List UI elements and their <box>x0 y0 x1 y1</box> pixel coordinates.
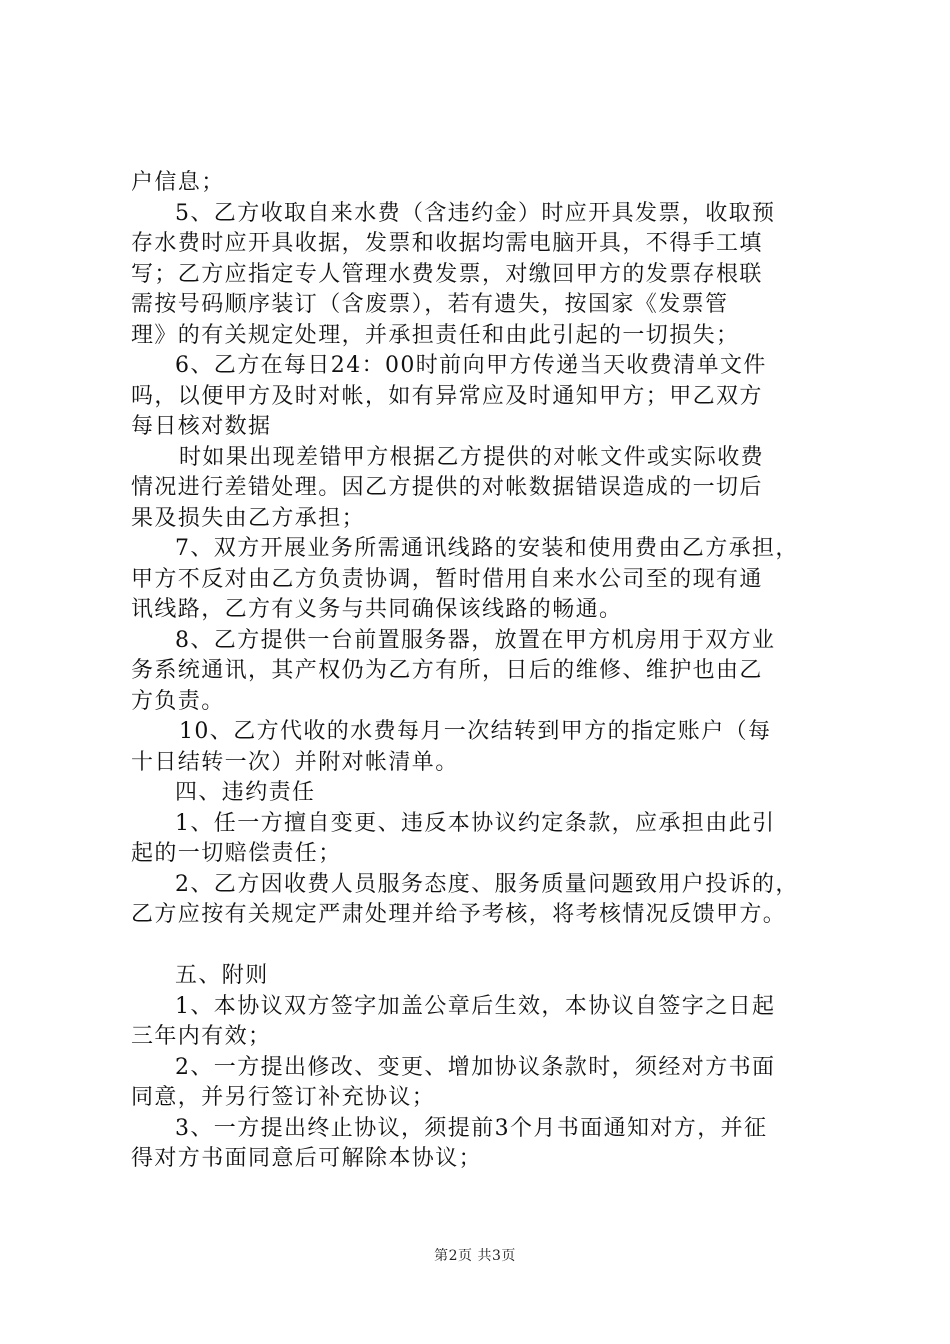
paragraph-line: 吗，以便甲方及时对帐，如有异常应及时通知甲方；甲乙双方 <box>131 383 763 409</box>
paragraph-line: 果及损失由乙方承担； <box>131 505 366 531</box>
paragraph-line: 需按号码顺序装订（含废票），若有遗失，按国家《发票管 <box>131 292 729 317</box>
clause-6-line: 6、乙方在每日24：00时前向甲方传递当天收费清单文件 <box>175 353 767 378</box>
paragraph-line: 十日结转一次）并附对帐清单。 <box>131 749 459 775</box>
paragraph-line: 方负责。 <box>131 688 225 714</box>
paragraph-spacer <box>131 931 846 962</box>
paragraph-line: 起的一切赔偿责任； <box>131 841 342 866</box>
page-number-footer: 第2页 共3页 <box>434 1248 516 1264</box>
clause-7-line: 7、双方开展业务所需通讯线路的安装和使用费由乙方承担， <box>175 536 799 561</box>
paragraph-line: 三年内有效； <box>131 1024 272 1049</box>
paragraph-line: 甲方不反对由乙方负责协调，暂时借用自来水公司至的现有通 <box>131 566 763 592</box>
paragraph-line: 户信息； <box>131 170 225 195</box>
clause-10-line: 10、乙方代收的水费每月一次结转到甲方的指定账户（每 <box>179 719 772 744</box>
paragraph-line: 得对方书面同意后可解除本协议； <box>131 1146 483 1171</box>
liability-clause-1-line: 1、任一方擅自变更、违反本协议约定条款，应承担由此引 <box>175 810 776 836</box>
appendix-clause-2-line: 2、一方提出修改、变更、增加协议条款时，须经对方书面 <box>175 1054 776 1080</box>
section-heading-appendix: 五、附则 <box>175 963 269 988</box>
paragraph-line: 情况进行差错处理。因乙方提供的对帐数据错误造成的一切后 <box>131 475 763 500</box>
liability-clause-2-line: 2、乙方因收费人员服务态度、服务质量问题致用户投诉的， <box>175 871 799 897</box>
appendix-clause-3-line: 3、一方提出终止协议，须提前3个月书面通知对方，并征 <box>175 1115 768 1141</box>
paragraph-line: 同意，并另行签订补充协议； <box>131 1085 436 1110</box>
clause-8-line: 8、乙方提供一台前置服务器，放置在甲方机房用于双方业 <box>175 627 776 653</box>
clause-5-line: 5、乙方收取自来水费（含违约金）时应开具发票，收取预 <box>175 200 776 226</box>
document-body <box>131 168 846 1175</box>
paragraph-line: 务系统通讯，其产权仍为乙方有所，日后的维修、维护也由乙 <box>131 658 763 683</box>
paragraph-line: 时如果出现差错甲方根据乙方提供的对帐文件或实际收费 <box>179 444 765 470</box>
paragraph-line: 讯线路，乙方有义务与共同确保该线路的畅通。 <box>131 597 623 622</box>
paragraph-line: 乙方应按有关规定严肃处理并给予考核，将考核情况反馈甲方。 <box>131 902 787 927</box>
paragraph-line: 每日核对数据 <box>131 414 272 439</box>
appendix-clause-1-line: 1、本协议双方签字加盖公章后生效，本协议自签字之日起 <box>175 993 776 1019</box>
paragraph-line: 写；乙方应指定专人管理水费发票，对缴回甲方的发票存根联 <box>131 261 763 287</box>
section-heading-liability: 四、违约责任 <box>175 780 316 805</box>
paragraph-line: 存水费时应开具收据，发票和收据均需电脑开具，不得手工填 <box>131 231 763 256</box>
paragraph-line: 理》的有关规定处理，并承担责任和由此引起的一切损失； <box>131 322 740 348</box>
